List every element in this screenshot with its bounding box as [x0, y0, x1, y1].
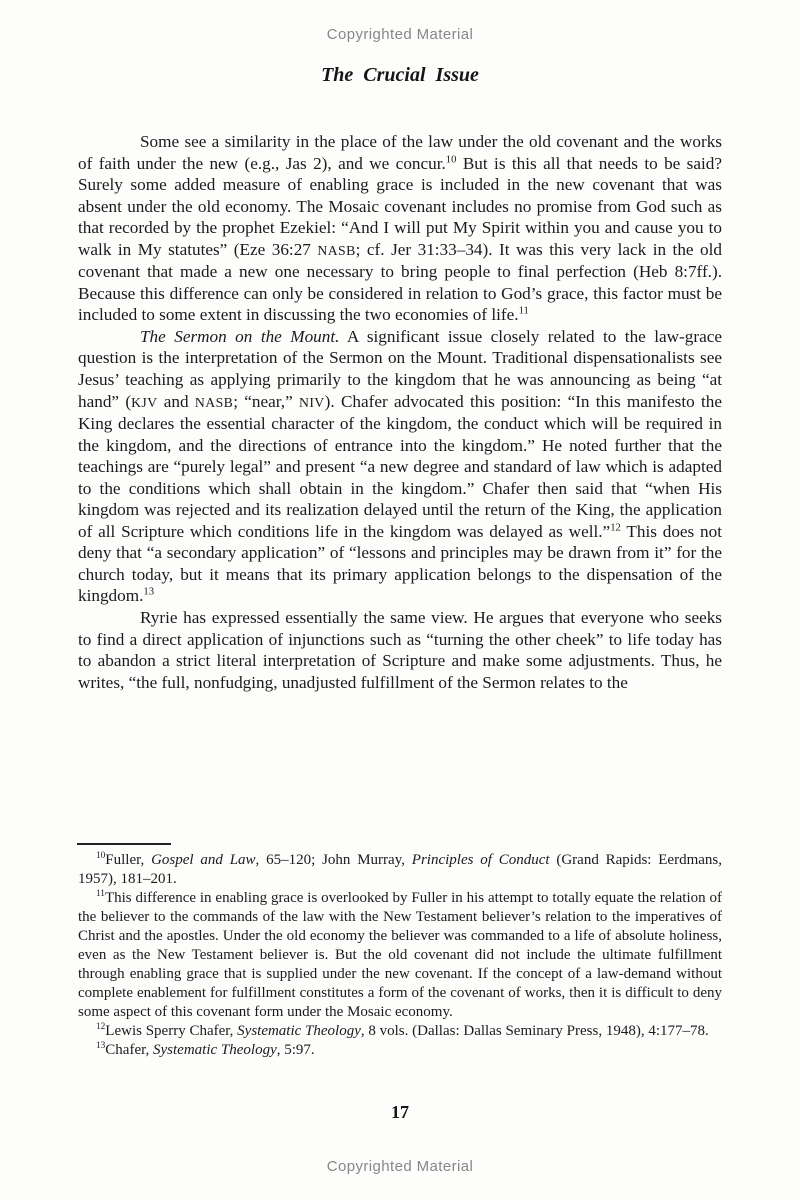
- paragraph: Ryrie has expressed essentially the same view. He argues that everyone who seeks to find a direct application of injunctions such as “turning the other cheek” to life today has to abandon a strict literal interpretation of Scripture and make some adjustments. Thus, he writes, “the full, nonfudging, unadjusted fulfillment of the Sermon relates to the: [78, 608, 722, 692]
- footnote: $^{13}$Chafer, Systematic Theology, 5:97.: [96, 1041, 315, 1058]
- copyright-notice-top: Copyrighted Material: [326, 26, 474, 43]
- footnotes-block: [78, 851, 722, 1103]
- paragraph: Some see a similarity in the place of the law under the old covenant and the works of faith under the new (e.g., Jas 2), and we concur.$^{10}$ But is this all that needs to be said? Surely some added measure of enabling grace is included in the new covenant that was absent under the old economy. The Mosaic covenant includes no promise from God such as that recorded by the prophet Ezekiel: “And I will put My Spirit within you and cause you to walk in My statutes” (Eze 36:27 NASB; cf. Jer 31:33–34). It was this very lack in the old covenant that made a new one necessary to bring people to final perfection (Heb 8:7ff.). Because this difference can only be considered in relation to God’s grace, this factor must be included to some extent in discussing the two economies of life.$^{11}$: [78, 132, 722, 325]
- footnote: $^{12}$Lewis Sperry Chafer, Systematic Theology, 8 vols. (Dallas: Dallas Seminary Press, 1948), 4:177–78.: [96, 1022, 709, 1039]
- footnote-separator-rule: [77, 843, 171, 845]
- footnote: $^{11}$This difference in enabling grace is overlooked by Fuller in his attempt to totally equate the relation of the believer to the commands of the law with the New Testament believer’s relation to the imperatives of Christ and the apostles. Under the old economy the believer was commanded to a life of absolute holiness, even as the New Testament believer is. But the old covenant did not include the ultimate fulfillment through enabling grace that is supplied under the new covenant. If the concept of a law-demand without complete enablement for fulfillment constitutes a form of the covenant of works, then it is difficult to deny some aspect of this covenant form under the Mosaic economy.: [78, 889, 722, 1020]
- paragraph: The Sermon on the Mount. A significant issue closely related to the law-grace question is the interpretation of the Sermon on the Mount. Traditional dispensationalists see Jesus’ teaching as applying primarily to the kingdom that he was announcing as being “at hand” (KJV and NASB; “near,” NIV). Chafer advocated this position: “In this manifesto the King declares the essential character of the kingdom, the conduct which will be required in the kingdom, and the directions of entrance into the kingdom.” He noted further that the teachings are “purely legal” and present “a new degree and standard of law which is adapted to the conditions which shall obtain in the kingdom.” Chafer then said that “when His kingdom was rejected and its realization delayed until the return of the King, the application of all Scripture which conditions life in the kingdom was delayed as well.”$^{12}$ This does not deny that “a secondary application” of “lessons and principles may be drawn from it” for the church today, but it means that its primary application belongs to the dispensation of the kingdom.$^{13}$: [78, 326, 722, 606]
- body-text: [78, 131, 722, 843]
- chapter-running-title: The Crucial Issue: [321, 64, 479, 86]
- footnote: $^{10}$Fuller, Gospel and Law, 65–120; John Murray, Principles of Conduct (Grand Rapids: Eerdmans, 1957), 181–201.: [78, 851, 722, 887]
- page-number: 17: [391, 1102, 409, 1122]
- copyright-notice-bottom: Copyrighted Material: [326, 1158, 474, 1175]
